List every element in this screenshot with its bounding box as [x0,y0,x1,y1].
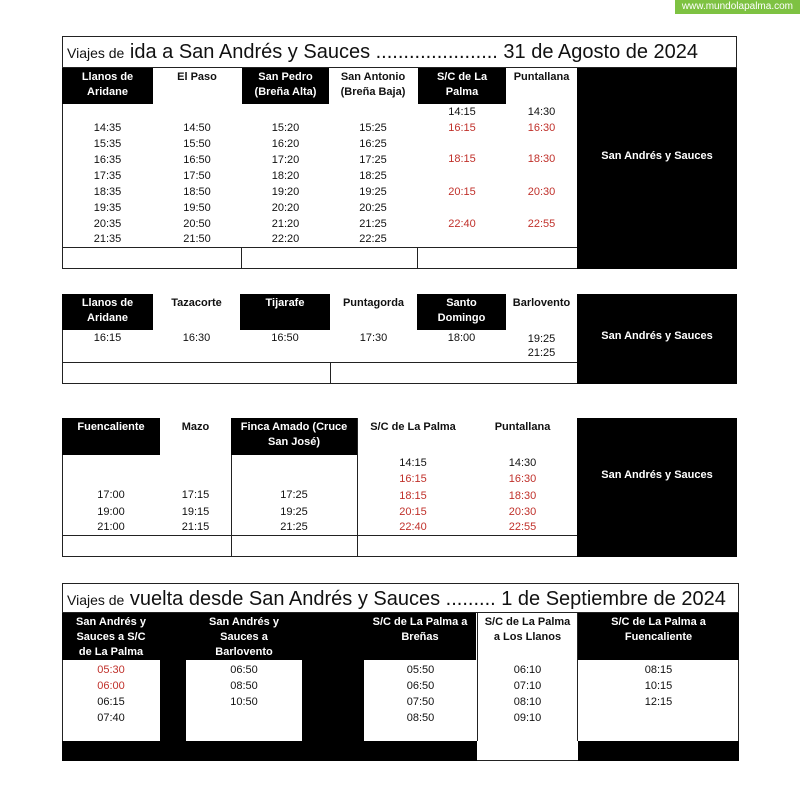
time-cell: 10:50 [230,696,258,708]
time-cell: 17:30 [359,332,388,344]
time-cell: 06:50 [230,664,258,676]
s3-header-mazo: Mazo [160,418,231,455]
time-cell: 16:30 [508,473,537,485]
time-cell: 18:15 [448,153,476,165]
s4-header-sc-to-brenas: S/C de La Palma a Breñas [364,613,476,660]
time-cell: 17:35 [93,170,122,182]
s4-times-sc-to-fuencaliente [578,0,739,800]
watermark: www.mundolapalma.com [675,0,800,14]
s4-header-sas-to-sc: San Andrés y Sauces a S/C de La Palma [62,613,160,660]
time-cell: 08:50 [406,712,435,724]
time-cell: 18:20 [271,170,300,182]
section1-destination: San Andrés y Sauces [601,150,713,162]
s4-gap-block-1 [160,613,186,761]
section2-destination: San Andrés y Sauces [601,330,713,342]
time-cell: 08:50 [230,680,258,692]
time-cell: 19:25 [359,186,387,198]
s4-gap-block-2 [302,613,364,761]
section4-title-prefix: Viajes de [67,592,125,608]
time-cell: 22:40 [448,218,476,230]
time-cell: 14:35 [93,122,122,134]
time-cell: 16:30 [182,332,211,344]
time-cell: 20:20 [271,202,300,214]
time-cell: 16:50 [271,332,299,344]
time-cell: 18:25 [359,170,387,182]
time-cell: 14:30 [508,457,537,469]
time-cell: 16:15 [399,473,427,485]
time-cell: 19:25 [527,333,556,345]
time-cell: 19:35 [93,202,122,214]
s1-header-puntallana: Puntallana [506,68,577,104]
time-cell: 17:15 [181,489,210,501]
section4-title-main: vuelta desde San Andrés y Sauces ......... 1 de Septiembre de 2024 [129,588,726,610]
time-cell: 19:20 [271,186,300,198]
time-cell: 06:15 [97,696,125,708]
time-cell: 20:30 [508,506,537,518]
time-cell: 20:35 [93,218,122,230]
time-cell: 15:20 [271,122,300,134]
time-cell: 20:25 [359,202,387,214]
time-cell: 17:25 [359,154,387,166]
time-cell: 19:15 [181,506,210,518]
s1-header-el-paso: El Paso [153,68,241,104]
time-cell: 16:50 [183,154,211,166]
s4-header-sc-to-fuencaliente: S/C de La Palma a Fuencaliente [578,613,739,660]
time-cell: 05:30 [97,664,125,676]
s3-header-finca-amado: Finca Amado (Cruce San José) [231,418,357,455]
time-cell: 22:55 [527,218,556,230]
time-cell: 18:30 [508,490,537,502]
time-cell: 16:15 [448,122,476,134]
s4-times-sc-to-los-llanos [477,0,578,800]
time-cell: 18:00 [447,332,476,344]
time-cell: 07:50 [406,696,435,708]
section3-destination: San Andrés y Sauces [601,469,713,481]
time-cell: 20:50 [183,218,211,230]
time-cell: 16:15 [93,332,122,344]
time-cell: 09:10 [513,712,542,724]
time-cell: 08:15 [644,664,673,676]
time-cell: 17:20 [271,154,300,166]
time-cell: 14:15 [399,457,427,469]
time-cell: 10:15 [644,680,673,692]
time-cell: 19:25 [280,506,308,518]
s2-header-tazacorte: Tazacorte [153,294,240,330]
s3-header-puntallana: Puntallana [468,418,577,455]
time-cell: 22:40 [399,521,427,533]
time-cell: 17:50 [183,170,211,182]
time-cell: 18:15 [399,490,427,502]
section1-title-prefix: Viajes de [67,45,125,61]
time-cell: 15:50 [183,138,211,150]
time-cell: 16:20 [271,138,300,150]
time-cell: 21:15 [181,521,210,533]
time-cell: 06:50 [406,680,435,692]
time-cell: 21:25 [527,347,556,359]
s4-times-sc-to-brenas [364,0,477,800]
time-cell: 22:20 [271,233,300,245]
time-cell: 21:25 [359,218,387,230]
time-cell: 20:15 [448,186,476,198]
time-cell: 17:00 [97,489,125,501]
s2-header-llanos: Llanos de Aridane [62,294,153,330]
time-cell: 22:55 [508,521,537,533]
time-cell: 21:20 [271,218,300,230]
s4-header-sas-to-barlovento: San Andrés y Sauces a Barlovento [186,613,302,660]
time-cell: 19:00 [97,506,125,518]
time-cell: 19:50 [183,202,211,214]
s2-header-tijarafe: Tijarafe [240,294,330,330]
time-cell: 20:15 [399,506,427,518]
time-cell: 21:50 [183,233,211,245]
time-cell: 15:25 [359,122,387,134]
time-cell: 12:15 [644,696,673,708]
time-cell: 16:30 [527,122,556,134]
s3-header-sc-palma: S/C de La Palma [358,418,468,455]
time-cell: 21:25 [280,521,308,533]
time-cell: 21:00 [97,521,125,533]
time-cell: 20:30 [527,186,556,198]
s4-header-sc-to-los-llanos: S/C de La Palma a Los Llanos [477,613,578,660]
time-cell: 15:35 [93,138,122,150]
time-cell: 18:50 [183,186,211,198]
time-cell: 07:40 [97,712,125,724]
time-cell: 05:50 [406,664,435,676]
time-cell: 14:30 [527,106,556,118]
time-cell: 18:30 [527,153,556,165]
time-cell: 16:35 [93,154,122,166]
time-cell: 21:35 [93,233,122,245]
s1-header-san-antonio: San Antonio (Breña Baja) [329,68,417,104]
time-cell: 07:10 [513,680,542,692]
s2-header-puntagorda: Puntagorda [330,294,417,330]
time-cell: 08:10 [513,696,542,708]
time-cell: 18:35 [93,186,122,198]
s4-times-sas-to-sc [62,0,160,800]
time-cell: 16:25 [359,138,387,150]
s1-header-sc-palma: S/C de La Palma [418,68,506,104]
time-cell: 22:25 [359,233,387,245]
s3-header-fuencaliente: Fuencaliente [62,418,160,455]
time-cell: 06:10 [513,664,542,676]
time-cell: 14:15 [448,106,476,118]
s2-header-barlovento: Barlovento [506,294,577,330]
s2-header-santo-domingo: Santo Domingo [417,294,506,330]
s4-times-sas-to-barlovento [186,0,302,800]
s1-header-llanos: Llanos de Aridane [62,68,153,104]
s1-header-san-pedro: San Pedro (Breña Alta) [242,68,329,104]
time-cell: 14:50 [183,122,211,134]
time-cell: 06:00 [97,680,125,692]
time-cell: 17:25 [280,489,308,501]
section1-title-main: ida a San Andrés y Sauces ...................... 31 de Agosto de 2024 [129,41,699,63]
